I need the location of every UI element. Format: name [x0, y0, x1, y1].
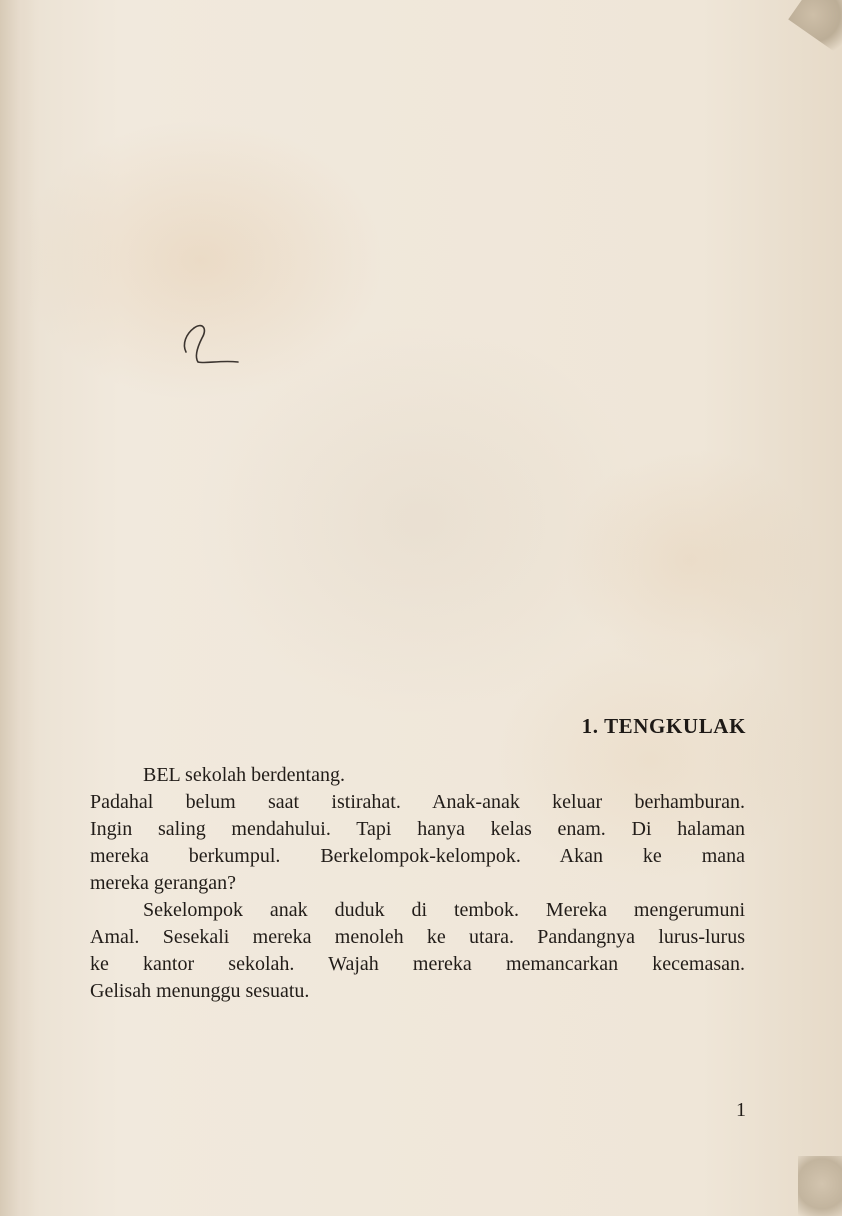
- handwritten-numeral-mark: [172, 318, 244, 370]
- text-line: Amal. Sesekali mereka menoleh ke utara. Pandangnya lurus-lurus: [90, 926, 745, 948]
- text-line: Sekelompok anak duduk di tembok. Mereka mengerumuni: [143, 899, 745, 921]
- text-line: BEL sekolah berdentang.: [143, 764, 345, 786]
- paragraph-1: [90, 762, 745, 789]
- chapter-body: [90, 762, 745, 1005]
- text-line: mereka gerangan?: [90, 872, 237, 894]
- text-line: ke kantor sekolah. Wajah mereka memancarkan kecemasan.: [90, 953, 745, 975]
- worn-corner-bottom-right: [798, 1156, 842, 1216]
- page-spine-shadow: [0, 0, 34, 1216]
- chapter-title: 1. TENGKULAK: [581, 714, 746, 738]
- text-line: Padahal belum saat istirahat. Anak-anak keluar berhamburan.: [90, 791, 745, 813]
- page-number: 1: [736, 1099, 746, 1121]
- text-line: Ingin saling mendahului. Tapi hanya kelas enam. Di halaman: [90, 818, 745, 840]
- paragraph-2: [90, 789, 745, 897]
- paragraph-3: [90, 897, 745, 1005]
- worn-corner-top-right: [788, 0, 842, 54]
- text-line: Gelisah menunggu sesuatu.: [90, 980, 310, 1002]
- text-line: mereka berkumpul. Berkelompok-kelompok. Akan ke mana: [90, 845, 745, 867]
